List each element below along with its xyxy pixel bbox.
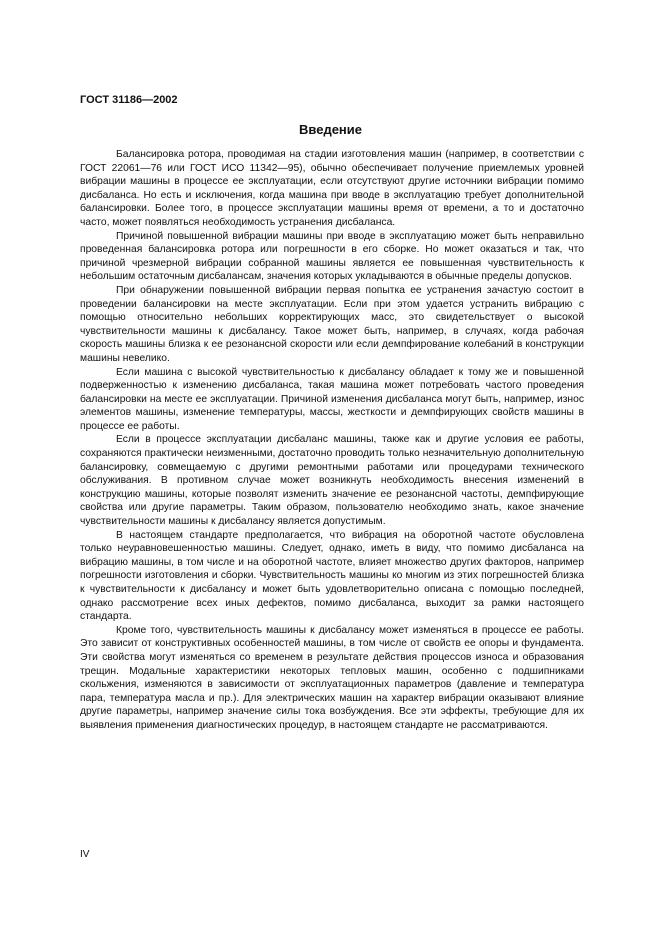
- paragraph: При обнаружении повышенной вибрации первая попытка ее устранения зачастую состоит в проведении балансировки на месте эксплуатации. Если при этом удается устранить вибрацию с помощью относительно небольших корректирующих масс, это свидетельствует о высокой чувствительности машины к дисбалансу. Такое может быть, например, в случаях, когда рабочая скорость машины близка к ее резонансной скорости или если демпфирование колебаний в конструкции машины невелико.: [80, 284, 584, 364]
- paragraph: Если машина с высокой чувствительностью к дисбалансу обладает к тому же и повышенной подверженностью к изменению дисбаланса, такая машина может потребовать частого проведения балансировки на месте ее эксплуатации. Причиной изменения дисбаланса могут быть, например, износ элементов машины, изменение температуры, массы, жесткости и демпфирующих свойств машины в процессе ее работы.: [80, 366, 584, 432]
- section-body: [80, 148, 584, 733]
- paragraph: Кроме того, чувствительность машины к дисбалансу может изменяться в процессе ее работы. Это зависит от конструктивных особенностей машины, в том числе от свойств ее опоры и фундамента. Эти свойства могут изменяться со временем в результате действия процессов износа и образования трещин. Модальные характеристики некоторых тепловых машин, особенно с подшипниками скольжения, изменяются в зависимости от эксплуатационных параметров (давление и температура пара, температура масла и пр.). Для электрических машин на характер вибрации оказывают влияние другие параметры, например значение силы тока возбуждения. Все эти эффекты, требующие для их выявления применения диагностических процедур, в настоящем стандарте не рассматриваются.: [80, 624, 584, 731]
- section-title: Введение: [299, 122, 362, 137]
- paragraph: Балансировка ротора, проводимая на стадии изготовления машин (например, в соответствии с ГОСТ 22061—76 или ГОСТ ИСО 11342—95), обычно обеспечивает получение приемлемых уровней вибрации машины в процессе ее эксплуатации, если отсутствуют другие источники вибрации помимо дисбаланса. Но есть и исключения, когда машина при вводе в эксплуатацию требует дополнительной балансировки. Более того, в процессе эксплуатации машины время от времени, а то и достаточно часто, может появляться необходимость устранения дисбаланса.: [80, 149, 584, 228]
- paragraph: Если в процессе эксплуатации дисбаланс машины, также как и другие условия ее работы, сохраняются практически неизменными, достаточно проводить только незначительную дополнительную балансировку, совмещаемую с другими ремонтными работами или процедурами технического обслуживания. В противном случае может возникнуть необходимость внесения изменений в конструкцию машины, которые позволят изменить значение ее резонансной частоты, демпфирующие свойства или другие параметры. Таким образом, пользователю необходимо знать, какое значение чувствительности машины к дисбалансу является допустимым.: [80, 434, 584, 528]
- page-number: IV: [80, 849, 90, 860]
- paragraph: В настоящем стандарте предполагается, что вибрация на оборотной частоте обусловлена только неуравновешенностью машины. Следует, однако, иметь в виду, что помимо дисбаланса на вибрацию машины, в том числе и на оборотной частоте, влияет множество других факторов, например погрешности изготовления и сборки. Чувствительность машины ко многим из этих погрешностей близка к чувствительности к дисбалансу и может быть удовлетворительно описана с помощью последней, однако рассмотрение всех иных дефектов, помимо дисбаланса, выходит за рамки настоящего стандарта.: [80, 529, 584, 623]
- paragraph: Причиной повышенной вибрации машины при вводе в эксплуатацию может быть неправильно проведенная балансировка ротора или погрешности в его сборке. Но может оказаться и так, что причиной чрезмерной вибрации собранной машины является ее повышенная чувствительность к небольшим остаточным дисбалансам, значения которых укладываются в обычные пределы допусков.: [80, 230, 584, 283]
- document-code-header: ГОСТ 31186—2002: [80, 94, 178, 106]
